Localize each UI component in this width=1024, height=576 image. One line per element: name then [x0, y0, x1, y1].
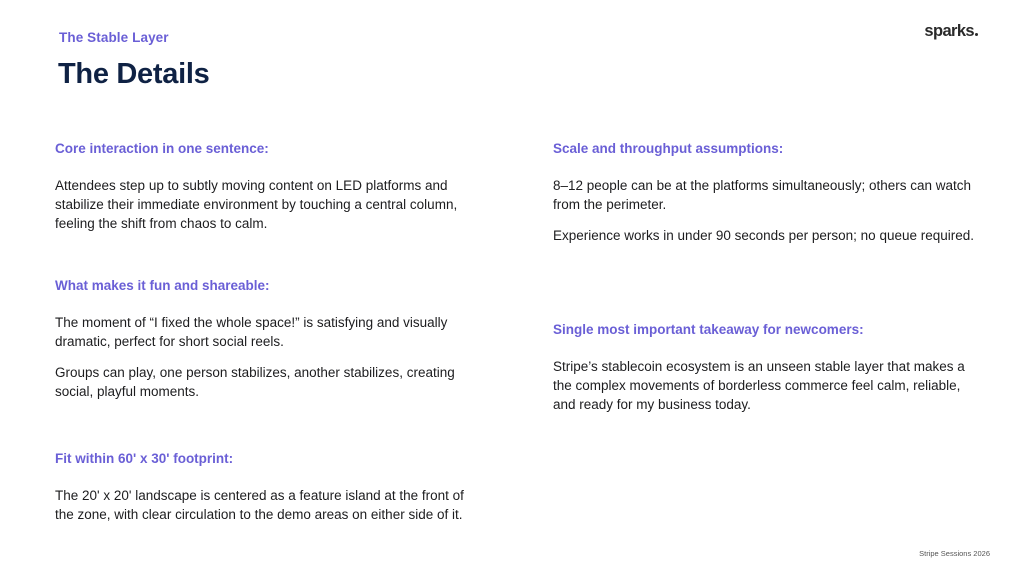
section-heading: Single most important takeaway for newcomers: [553, 322, 864, 337]
section-paragraph: Attendees step up to subtly moving content on LED platforms and stabilize their immediate environment by touching a central column, feeling the shift from chaos to calm. [55, 178, 458, 231]
section-paragraph: Groups can play, one person stabilizes, another stabilizes, creating social, playful moments. [55, 365, 455, 399]
section-paragraph: 8–12 people can be at the platforms simultaneously; others can watch from the perimeter. [553, 178, 971, 212]
section-eyebrow: The Stable Layer [59, 30, 169, 45]
section-scale-throughput [553, 140, 983, 257]
section-heading: Core interaction in one sentence: [55, 141, 269, 156]
section-heading: What makes it fun and shareable: [55, 278, 270, 293]
sparks-logo [924, 22, 978, 41]
section-paragraph: Experience works in under 90 seconds per person; no queue required. [553, 228, 975, 243]
section-takeaway [553, 321, 983, 426]
section-heading: Fit within 60' x 30' footprint: [55, 451, 234, 466]
section-paragraph: The 20' x 20' landscape is centered as a feature island at the front of the zone, with clear circulation to the demo areas on either side of it. [55, 488, 464, 522]
section-footprint [55, 450, 485, 536]
footer-text: Stripe Sessions 2026 [919, 549, 990, 558]
section-paragraph: Stripe’s stablecoin ecosystem is an unseen stable layer that makes a the complex movements of borderless commerce feel calm, reliable, and ready for my business today. [553, 359, 965, 412]
section-heading: Scale and throughput assumptions: [553, 141, 784, 156]
section-core-interaction [55, 140, 485, 245]
section-paragraph: The moment of “I fixed the whole space!” is satisfying and visually dramatic, perfect for short social reels. [55, 315, 448, 349]
page-title: The Details [58, 58, 210, 90]
logo-dot-icon [975, 33, 978, 36]
logo-text: sparks [924, 22, 974, 40]
section-fun-shareable [55, 277, 485, 413]
